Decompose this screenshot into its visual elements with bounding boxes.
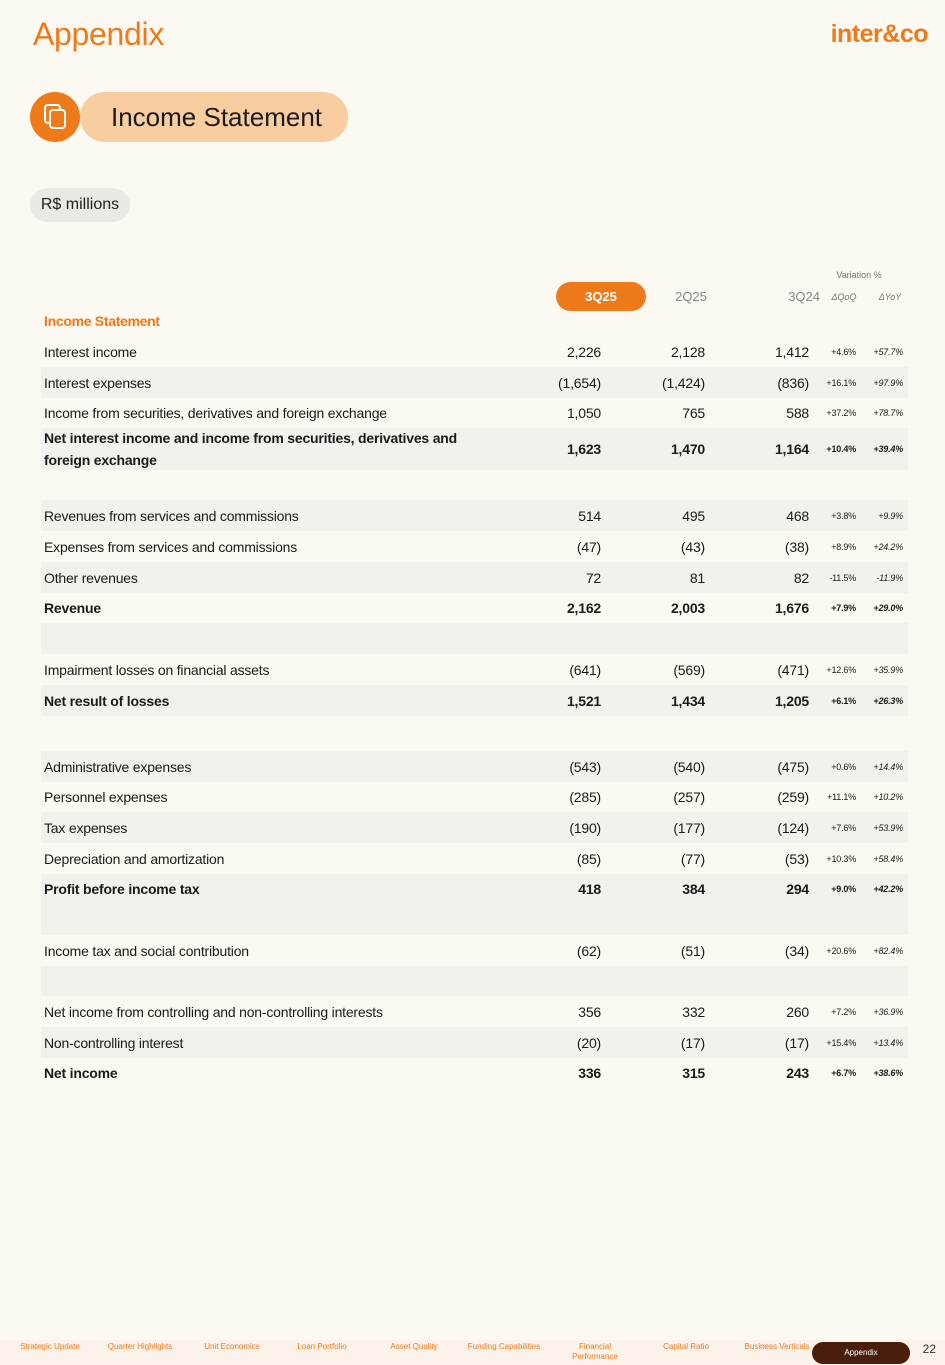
value-3q25: (47) [576, 538, 601, 555]
table-row [41, 782, 908, 812]
row-label: Non-controlling interest [44, 1034, 184, 1051]
value-yoy: +14.4% [873, 761, 903, 772]
value-3q24: (17) [784, 1034, 809, 1051]
page-number: 22 [922, 1342, 936, 1356]
spacer-row [41, 904, 908, 935]
value-3q25: 514 [578, 507, 601, 524]
value-yoy: +57.7% [873, 347, 903, 357]
value-qoq: +15.4% [826, 1037, 856, 1048]
value-2q25: (43) [680, 538, 705, 555]
value-2q25: 495 [682, 507, 705, 524]
value-yoy: +82.4% [873, 945, 903, 956]
value-3q24: (471) [777, 661, 809, 678]
brand-logo: inter&co [830, 20, 928, 48]
value-yoy: +10.2% [873, 792, 903, 802]
value-yoy: +29.0% [873, 603, 903, 613]
value-3q25: 1,050 [566, 405, 601, 421]
table-row-total [41, 1058, 908, 1088]
row-label: Revenue [44, 600, 101, 616]
nav-financial-performance[interactable]: Financial Performance [572, 1342, 618, 1361]
value-qoq: +16.1% [826, 377, 856, 388]
value-qoq: +6.1% [831, 695, 856, 706]
value-3q25: 1,623 [566, 441, 601, 457]
value-3q25: (85) [576, 850, 601, 867]
row-label: Depreciation and amortization [44, 850, 225, 867]
value-3q25: 1,521 [566, 692, 601, 709]
value-2q25: (569) [673, 661, 705, 678]
row-label: Net interest income and income from securities, derivatives and foreign exchange [44, 430, 457, 468]
row-label: Impairment losses on financial assets [44, 661, 270, 678]
value-qoq: +12.6% [826, 664, 856, 675]
value-3q24: 1,412 [774, 344, 809, 360]
value-3q25: (285) [569, 789, 601, 805]
table-row [41, 751, 908, 782]
table-row [41, 654, 908, 685]
value-2q25: 1,470 [670, 441, 705, 457]
table-row [41, 562, 908, 593]
value-yoy: +97.9% [873, 377, 903, 388]
spacer-row [41, 623, 908, 654]
nav-asset-quality[interactable]: Asset Quality [390, 1342, 438, 1351]
row-label: Personnel expenses [44, 789, 168, 805]
value-3q24: (259) [777, 789, 809, 805]
value-3q25: 336 [578, 1065, 601, 1081]
table-row [41, 367, 908, 398]
value-2q25: (1,424) [662, 374, 705, 391]
value-yoy: -11.9% [876, 572, 903, 583]
table-row-subtotal [41, 874, 908, 904]
value-3q24: 468 [786, 507, 809, 524]
table-row [41, 935, 908, 966]
value-yoy: +26.3% [873, 695, 903, 706]
value-3q25: (20) [576, 1034, 601, 1051]
value-2q25: 765 [682, 405, 705, 421]
value-yoy: +35.9% [873, 664, 903, 675]
value-qoq: +7.6% [831, 822, 856, 833]
table-row-subtotal [41, 593, 908, 623]
value-3q24: (34) [784, 942, 809, 959]
value-yoy: +38.6% [873, 1068, 903, 1078]
table-section-label: Income Statement [44, 313, 160, 329]
value-3q25: 356 [578, 1003, 601, 1020]
nav-unit-economics[interactable]: Unit Economics [204, 1342, 260, 1351]
value-2q25: (257) [673, 789, 705, 805]
variation-label: Variation % [836, 270, 882, 280]
column-header-2q25: 2Q25 [675, 289, 707, 304]
spacer-row [41, 966, 908, 996]
value-qoq: +0.6% [831, 761, 856, 772]
column-header-qoq: ΔQoQ [831, 291, 857, 302]
nav-appendix[interactable]: Appendix [812, 1342, 910, 1364]
value-qoq: +37.2% [826, 408, 856, 418]
nav-business-verticals[interactable]: Business Verticals [744, 1342, 810, 1351]
value-2q25: 2,128 [670, 344, 705, 360]
section-title: Income Statement [80, 92, 348, 142]
table-row [41, 531, 908, 562]
value-yoy: +42.2% [873, 884, 903, 894]
value-2q25: 384 [682, 881, 705, 897]
column-header-3q24: 3Q24 [788, 289, 820, 304]
value-yoy: +13.4% [873, 1037, 903, 1048]
value-2q25: (51) [680, 942, 705, 959]
value-3q24: 82 [793, 569, 809, 586]
row-label: Net income [44, 1065, 118, 1081]
value-3q24: (124) [777, 819, 809, 836]
value-qoq: +10.3% [826, 853, 856, 864]
value-qoq: +7.2% [831, 1006, 856, 1017]
value-yoy: +53.9% [873, 822, 903, 833]
row-label: Tax expenses [44, 819, 128, 836]
table-row-subtotal [41, 428, 908, 470]
value-qoq: +20.6% [826, 945, 856, 956]
value-yoy: +39.4% [873, 444, 903, 454]
row-label: Other revenues [44, 569, 138, 586]
value-2q25: (540) [673, 758, 705, 775]
row-label: Revenues from services and commissions [44, 507, 299, 524]
value-2q25: (177) [673, 819, 705, 836]
value-2q25: 315 [682, 1065, 705, 1081]
value-yoy: +9.9% [878, 510, 903, 521]
value-3q24: 294 [786, 881, 809, 897]
value-3q25: 72 [585, 569, 601, 586]
value-2q25: (17) [680, 1034, 705, 1051]
value-qoq: +7.9% [831, 603, 856, 613]
value-3q25: (190) [569, 819, 601, 836]
nav-funding-capabilities[interactable]: Funding Capabilities [467, 1342, 541, 1351]
value-2q25: 81 [689, 569, 705, 586]
row-label: Income tax and social contribution [44, 942, 249, 959]
row-label: Expenses from services and commissions [44, 538, 298, 555]
column-header-3q25: 3Q25 [556, 282, 646, 311]
value-3q25: (641) [569, 661, 601, 678]
value-2q25: 332 [682, 1003, 705, 1020]
value-qoq: +4.6% [831, 347, 856, 357]
table-row [41, 1027, 908, 1058]
table-row-subtotal [41, 685, 908, 716]
value-yoy: +58.4% [873, 853, 903, 864]
value-yoy: +24.2% [873, 541, 903, 552]
page-title: Appendix [33, 16, 165, 52]
copy-icon [30, 92, 80, 142]
value-2q25: 2,003 [670, 600, 705, 616]
table-row [41, 996, 908, 1027]
value-yoy: +36.9% [873, 1006, 903, 1017]
value-3q24: (475) [777, 758, 809, 775]
value-3q24: (38) [784, 538, 809, 555]
value-2q25: (77) [680, 850, 705, 867]
value-yoy: +78.7% [873, 408, 903, 418]
value-qoq: +3.8% [831, 510, 856, 521]
value-qoq: +9.0% [831, 884, 856, 894]
value-3q24: (836) [777, 374, 809, 391]
row-label: Income from securities, derivatives and foreign exchange [44, 405, 387, 421]
value-3q24: 588 [786, 405, 809, 421]
value-3q24: 1,676 [774, 600, 809, 616]
value-3q25: 2,162 [566, 600, 601, 616]
row-label: Interest income [44, 344, 137, 360]
value-qoq: +10.4% [826, 444, 856, 454]
value-3q25: 2,226 [566, 344, 601, 360]
nav-strategic-update[interactable]: Strategic Update [20, 1342, 80, 1351]
row-label: Administrative expenses [44, 758, 192, 775]
nav-capital-ratio[interactable]: Capital Ratio [663, 1342, 709, 1351]
value-3q24: 243 [786, 1065, 809, 1081]
value-3q24: 260 [786, 1003, 809, 1020]
value-3q24: (53) [784, 850, 809, 867]
table-row [41, 337, 908, 367]
table-row [41, 843, 908, 874]
nav-quarter-highlights[interactable]: Quarter Highlights [107, 1342, 173, 1351]
row-label: Profit before income tax [44, 881, 200, 897]
value-3q25: (543) [569, 758, 601, 775]
value-qoq: +6.7% [831, 1068, 856, 1078]
value-3q24: 1,205 [774, 692, 809, 709]
value-qoq: -11.5% [829, 572, 856, 583]
value-qoq: +8.9% [831, 541, 856, 552]
column-header-yoy: ΔYoY [878, 291, 902, 302]
row-label: Interest expenses [44, 374, 152, 391]
row-label: Net income from controlling and non-controlling interests [44, 1003, 383, 1020]
value-3q24: 1,164 [774, 441, 809, 457]
table-row [41, 500, 908, 531]
value-2q25: 1,434 [670, 692, 705, 709]
row-label: Net result of losses [44, 692, 170, 709]
nav-loan-portfolio[interactable]: Loan Portfolio [297, 1342, 347, 1351]
table-row [41, 812, 908, 843]
value-3q25: (62) [576, 942, 601, 959]
value-3q25: 418 [578, 881, 601, 897]
table-row [41, 398, 908, 428]
value-3q25: (1,654) [558, 374, 601, 391]
unit-badge: R$ millions [30, 188, 130, 222]
value-qoq: +11.1% [827, 792, 856, 802]
